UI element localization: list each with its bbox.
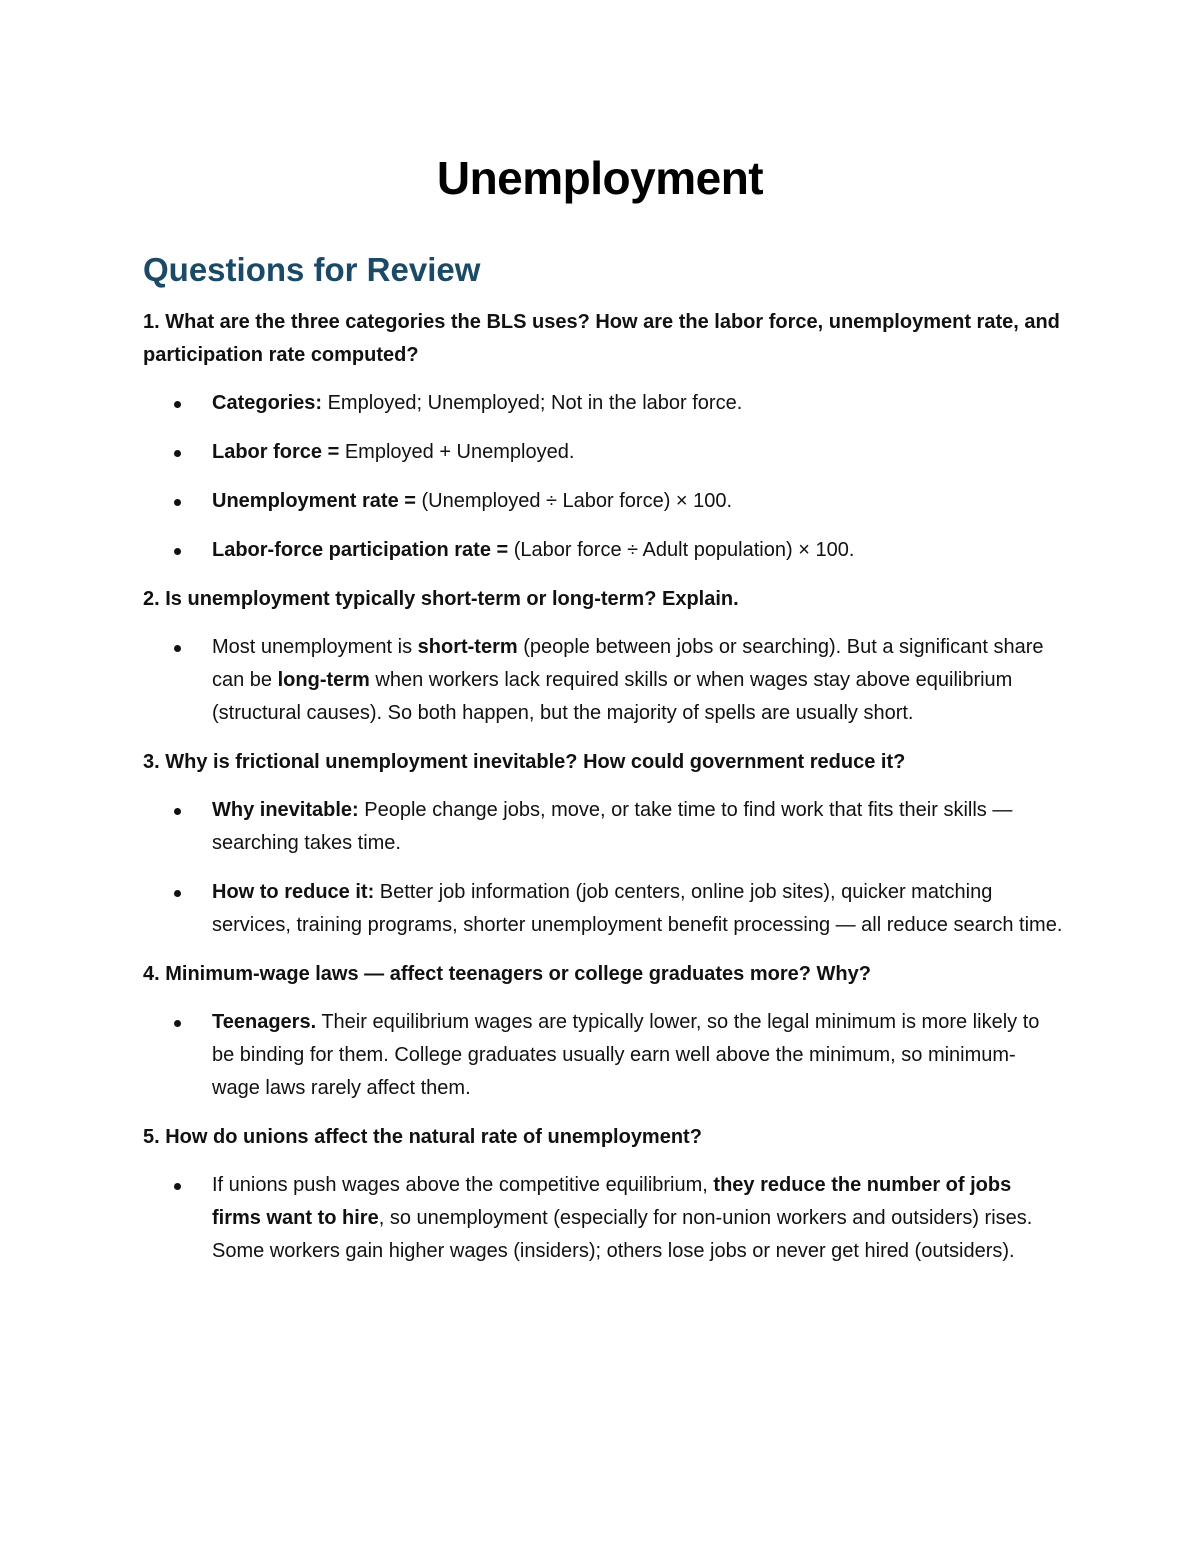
- answer-text: when workers lack required skills or when wages stay above equilibrium (structural causes). So both happen, but the majority of spells are usually short.: [212, 669, 1013, 724]
- answers-4: [143, 1006, 1063, 1105]
- questions-list: [143, 306, 1063, 1284]
- document-title: Unemployment: [436, 152, 764, 204]
- list-item: [143, 794, 1063, 860]
- list-item: [143, 436, 1063, 469]
- answer-emphasis: they reduce the number of jobs firms want to hire: [212, 1174, 1012, 1229]
- answer-text: (Unemployed ÷ Labor force) × 100.: [415, 490, 733, 512]
- question-4: 4. Minimum-wage laws — affect teenagers or college graduates more? Why?: [143, 963, 871, 985]
- question-5: 5. How do unions affect the natural rate of unemployment?: [143, 1126, 702, 1148]
- list-item: [143, 485, 1063, 518]
- bullet-icon: [174, 450, 181, 457]
- list-item: [143, 387, 1063, 420]
- bullet-icon: [174, 499, 181, 506]
- answer-label: Categories:: [212, 392, 323, 414]
- answers-1: [143, 387, 1063, 567]
- answer-label: Labor-force participation rate =: [212, 539, 509, 561]
- answer-text: Their equilibrium wages are typically lower, so the legal minimum is more likely to be binding for them. College graduates usually earn well above the minimum, so minimum-wage laws rarely affect them.: [212, 1011, 1040, 1099]
- bullet-icon: [174, 808, 181, 815]
- list-item: [143, 631, 1063, 730]
- answer-label: Unemployment rate =: [212, 490, 416, 512]
- answer-label: How to reduce it:: [212, 881, 375, 903]
- answer-text: People change jobs, move, or take time to find work that fits their skills — searching takes time.: [212, 799, 1013, 854]
- answers-5: [143, 1169, 1063, 1268]
- answer-text: Employed + Unemployed.: [339, 441, 575, 463]
- bullet-icon: [174, 1183, 181, 1190]
- answers-3: [143, 794, 1063, 942]
- bullet-icon: [174, 645, 181, 652]
- answer-text: (Labor force ÷ Adult population) × 100.: [508, 539, 855, 561]
- bullet-icon: [174, 890, 181, 897]
- answer-label: Labor force =: [212, 441, 340, 463]
- question-2: 2. Is unemployment typically short-term or long-term? Explain.: [143, 588, 739, 610]
- list-item: [143, 1169, 1063, 1268]
- answer-text: (people between jobs or searching). But a significant share can be: [212, 636, 1044, 691]
- bullet-icon: [174, 401, 181, 408]
- question-1: 1. What are the three categories the BLS uses? How are the labor force, unemployment rate, and participation rate computed?: [143, 311, 1060, 366]
- answer-label: Why inevitable:: [212, 799, 359, 821]
- answer-text: , so unemployment (especially for non-union workers and outsiders) rises. Some workers gain higher wages (insiders); others lose jobs or never get hired (outsiders).: [212, 1207, 1033, 1262]
- answer-emphasis: short-term: [417, 636, 518, 658]
- answer-text: Employed; Unemployed; Not in the labor force.: [322, 392, 743, 414]
- answer-emphasis: long-term: [277, 669, 370, 691]
- answer-text: If unions push wages above the competitive equilibrium,: [212, 1174, 714, 1196]
- question-3: 3. Why is frictional unemployment inevitable? How could government reduce it?: [143, 751, 906, 773]
- section-heading: Questions for Review: [143, 251, 481, 288]
- bullet-icon: [174, 548, 181, 555]
- bullet-icon: [174, 1020, 181, 1027]
- list-item: [143, 1006, 1063, 1105]
- answer-text: Better job information (job centers, online job sites), quicker matching services, training programs, shorter unemployment benefit processing — all reduce search time.: [212, 881, 1063, 936]
- answer-label: Teenagers.: [212, 1011, 317, 1033]
- list-item: [143, 534, 1063, 567]
- answer-text: Most unemployment is: [212, 636, 418, 658]
- list-item: [143, 876, 1063, 942]
- answers-2: [143, 631, 1063, 730]
